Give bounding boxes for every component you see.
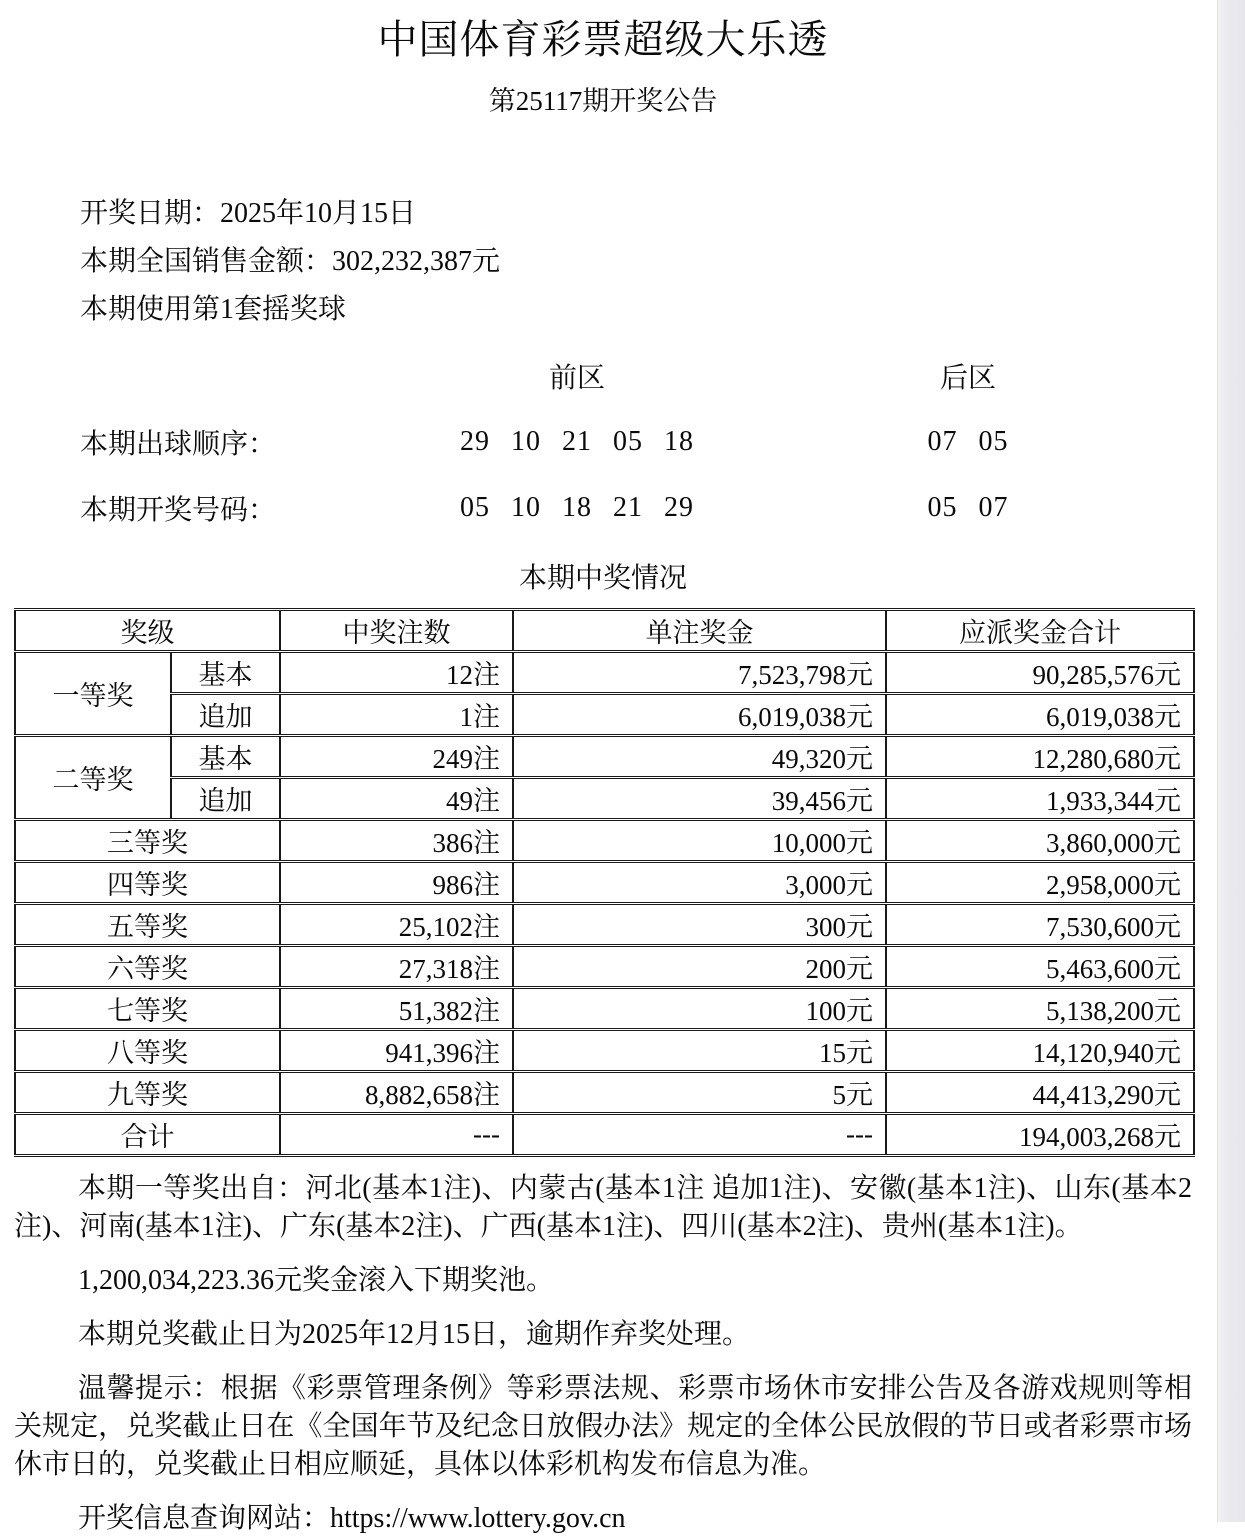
single-prize-cell: 39,456元 <box>513 778 886 820</box>
table-row-seventh-prize <box>15 988 1194 1030</box>
table-row-second-prize-basic <box>15 736 1194 778</box>
table-row-third-prize <box>15 820 1194 862</box>
draw-info-block <box>14 190 1192 334</box>
sales-amount-line: 本期全国销售金额：302,232,387元 <box>80 246 501 277</box>
draw-order-front-numbers: 29 10 21 05 18 <box>460 426 694 457</box>
prize-level-cell: 四等奖 <box>15 862 280 904</box>
prize-level-cell: 六等奖 <box>15 946 280 988</box>
count-cell: 27,318注 <box>280 946 513 988</box>
single-prize-cell: 7,523,798元 <box>513 652 886 694</box>
sub-type-cell: 基本 <box>171 652 280 694</box>
ball-set-line: 本期使用第1套摇奖球 <box>80 294 347 325</box>
website-paragraph: 开奖信息查询网站：https://www.lottery.gov.cn <box>78 1503 626 1534</box>
single-prize-cell: 6,019,038元 <box>513 694 886 736</box>
page-subtitle: 第25117期开奖公告 <box>488 86 718 116</box>
front-zone-label: 前区 <box>548 363 605 394</box>
prize-table-title: 本期中奖情况 <box>518 563 687 594</box>
total-payout-cell: 2,958,000元 <box>886 862 1194 904</box>
header-total-payout: 应派奖金合计 <box>886 610 1194 652</box>
total-payout-cell: 5,138,200元 <box>886 988 1194 1030</box>
count-cell: 941,396注 <box>280 1030 513 1072</box>
total-payout-cell: 90,285,576元 <box>886 652 1194 694</box>
single-prize-cell: --- <box>513 1114 886 1156</box>
winning-numbers-row <box>14 488 1192 528</box>
total-payout-cell: 6,019,038元 <box>886 694 1194 736</box>
prize-table-header-row <box>15 610 1194 652</box>
total-payout-cell: 7,530,600元 <box>886 904 1194 946</box>
prize-level-cell: 一等奖 <box>15 652 171 736</box>
sub-type-cell: 基本 <box>171 736 280 778</box>
count-cell: --- <box>280 1114 513 1156</box>
prize-level-cell: 七等奖 <box>15 988 280 1030</box>
single-prize-cell: 5元 <box>513 1072 886 1114</box>
back-zone-label: 后区 <box>939 363 996 394</box>
count-cell: 12注 <box>280 652 513 694</box>
sub-type-cell: 追加 <box>171 694 280 736</box>
total-payout-cell: 5,463,600元 <box>886 946 1194 988</box>
table-row-fourth-prize <box>15 862 1194 904</box>
draw-order-label: 本期出球顺序： <box>80 429 277 460</box>
table-row-sixth-prize <box>15 946 1194 988</box>
sub-type-cell: 追加 <box>171 778 280 820</box>
total-payout-cell: 14,120,940元 <box>886 1030 1194 1072</box>
prize-table <box>14 608 1195 1157</box>
total-payout-cell: 12,280,680元 <box>886 736 1194 778</box>
winning-front-numbers: 05 10 18 21 29 <box>460 492 694 523</box>
single-prize-cell: 300元 <box>513 904 886 946</box>
table-row-second-prize-addon <box>15 778 1194 820</box>
count-cell: 386注 <box>280 820 513 862</box>
count-cell: 249注 <box>280 736 513 778</box>
prize-level-cell: 二等奖 <box>15 736 171 820</box>
draw-order-back-numbers: 07 05 <box>927 426 1009 457</box>
total-payout-cell: 1,933,344元 <box>886 778 1194 820</box>
draw-date-line: 开奖日期：2025年10月15日 <box>80 198 417 229</box>
single-prize-cell: 3,000元 <box>513 862 886 904</box>
page-title: 中国体育彩票超级大乐透 <box>377 17 829 62</box>
first-prize-regions-paragraph: 本期一等奖出自：河北(基本1注)、内蒙古(基本1注 追加1注)、安徽(基本1注)、山东(基本2注)、河南(基本1注)、广东(基本2注)、广西(基本1注)、四川(基本2注)、贵州(基本1注)。 <box>14 1173 1192 1242</box>
count-cell: 1注 <box>280 694 513 736</box>
prize-level-cell: 八等奖 <box>15 1030 280 1072</box>
single-prize-cell: 49,320元 <box>513 736 886 778</box>
header-single-prize: 单注奖金 <box>513 610 886 652</box>
count-cell: 49注 <box>280 778 513 820</box>
table-row-first-prize-basic <box>15 652 1194 694</box>
count-cell: 51,382注 <box>280 988 513 1030</box>
table-row-eighth-prize <box>15 1030 1194 1072</box>
winning-numbers-label: 本期开奖号码： <box>80 495 277 526</box>
count-cell: 25,102注 <box>280 904 513 946</box>
rollover-paragraph: 1,200,034,223.36元奖金滚入下期奖池。 <box>78 1265 555 1296</box>
scrollbar-track[interactable] <box>1217 0 1245 1522</box>
prize-level-cell: 三等奖 <box>15 820 280 862</box>
total-payout-cell: 194,003,268元 <box>886 1114 1194 1156</box>
single-prize-cell: 200元 <box>513 946 886 988</box>
header-winning-bets: 中奖注数 <box>280 610 513 652</box>
table-row-ninth-prize <box>15 1072 1194 1114</box>
single-prize-cell: 10,000元 <box>513 820 886 862</box>
total-payout-cell: 44,413,290元 <box>886 1072 1194 1114</box>
table-row-total <box>15 1114 1194 1156</box>
count-cell: 986注 <box>280 862 513 904</box>
draw-order-row <box>14 422 1192 462</box>
count-cell: 8,882,658注 <box>280 1072 513 1114</box>
notice-paragraph: 温馨提示：根据《彩票管理条例》等彩票法规、彩票市场休市安排公告及各游戏规则等相关规定，兑奖截止日在《全国年节及纪念日放假办法》规定的全体公民放假的节日或者彩票市场休市日的，兑奖截止日相应顺延，具体以体彩机构发布信息为准。 <box>14 1373 1192 1480</box>
prize-level-cell: 九等奖 <box>15 1072 280 1114</box>
winning-back-numbers: 05 07 <box>927 492 1009 523</box>
single-prize-cell: 100元 <box>513 988 886 1030</box>
single-prize-cell: 15元 <box>513 1030 886 1072</box>
table-row-fifth-prize <box>15 904 1194 946</box>
table-row-first-prize-addon <box>15 694 1194 736</box>
header-prize-level: 奖级 <box>15 610 280 652</box>
zone-header-row <box>14 356 1192 396</box>
total-payout-cell: 3,860,000元 <box>886 820 1194 862</box>
prize-level-cell: 五等奖 <box>15 904 280 946</box>
prize-level-cell: 合计 <box>15 1114 280 1156</box>
redeem-deadline-paragraph: 本期兑奖截止日为2025年12月15日，逾期作弃奖处理。 <box>78 1319 751 1350</box>
